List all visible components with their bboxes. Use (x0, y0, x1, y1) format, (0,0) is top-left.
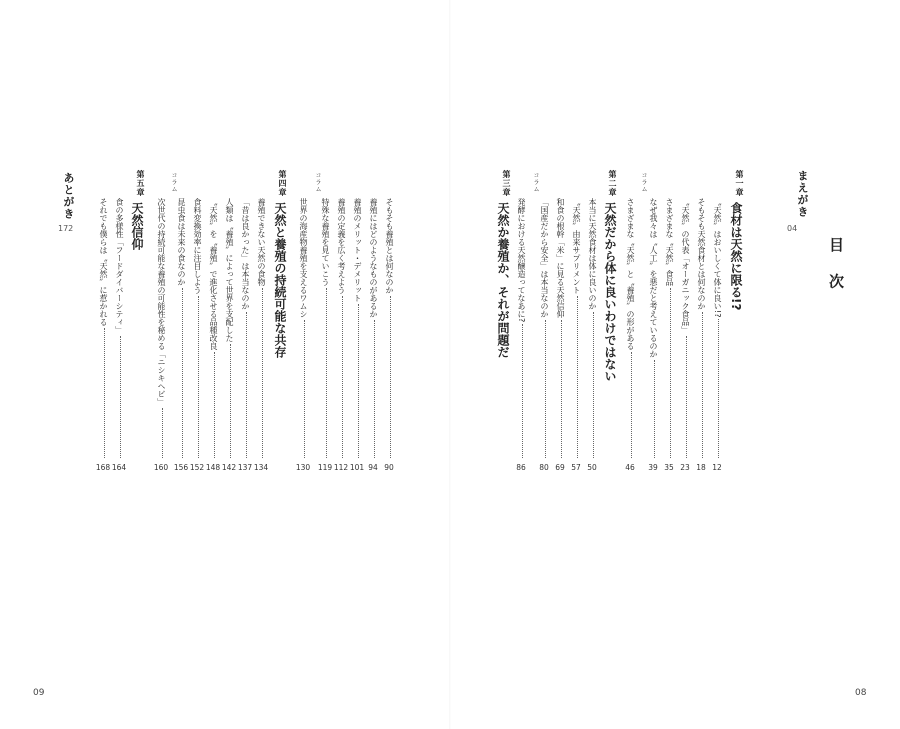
toc-entry[interactable] (176, 198, 187, 460)
toc-entry-page: 23 (680, 463, 690, 472)
leader-dots (686, 336, 687, 458)
toc-entry[interactable] (680, 198, 691, 460)
right-page-number: 08 (855, 688, 867, 698)
page-gutter (449, 0, 451, 729)
toc-entry[interactable] (352, 198, 363, 460)
toc-entry-page: 90 (384, 463, 394, 472)
leader-dots (182, 288, 183, 458)
column-label: コラム (532, 172, 539, 193)
toc-entry-text: 〝天然〟はおいしくて体に良い!? (713, 198, 722, 318)
toc-entry-text: 〝天然〟を〝養殖〟で進化させる品種改良 (209, 198, 218, 350)
leader-dots (631, 352, 632, 458)
toc-entry-text: 〝天然〟由来サプリメント (572, 198, 581, 294)
toc-entry-page: 160 (153, 463, 169, 472)
toc-entry-text: 発酵における天然醸造ってなあに? (517, 198, 526, 323)
leader-dots (162, 408, 163, 458)
toc-entry[interactable] (587, 198, 598, 460)
leader-dots (522, 324, 523, 458)
toc-entry[interactable] (114, 198, 125, 460)
column-label: コラム (314, 172, 321, 193)
chapter-3-title[interactable]: 天然か養殖か、それが問題だ (496, 202, 510, 358)
chapter-4-title[interactable]: 天然と養殖の持続可能な共存 (273, 202, 287, 358)
leader-dots (702, 312, 703, 458)
toc-entry-page: 39 (648, 463, 658, 472)
column-label: コラム (170, 172, 177, 193)
toc-entry[interactable] (336, 198, 347, 460)
toc-entry[interactable] (555, 198, 566, 460)
leader-dots (198, 296, 199, 458)
toc-entry-page: 130 (295, 463, 311, 472)
toc-entry-page: 18 (696, 463, 706, 472)
chapter-3-label: 第三章 (502, 170, 511, 197)
leader-dots (104, 328, 105, 458)
toc-entry-text: 昆虫食は未来の食なのか (177, 198, 186, 286)
leader-dots (545, 320, 546, 458)
toc-entry-page: 148 (205, 463, 221, 472)
toc-entry[interactable] (208, 198, 219, 460)
toc-entry-text: 和食の根幹「米」に見る天然信仰 (556, 198, 565, 318)
toc-entry-text: 「国産だから安全」は本当なのか (540, 198, 549, 318)
leader-dots (390, 296, 391, 458)
leader-dots (670, 288, 671, 458)
toc-entry-text: そもそも養殖とは何なのか (385, 198, 394, 294)
toc-entry-text: 世界の海産物養殖を支えるワムシ (299, 198, 308, 318)
leader-dots (120, 336, 121, 458)
toc-entry[interactable] (712, 198, 723, 460)
toc-entry-page: 137 (237, 463, 253, 472)
toc-entry-text: 養殖の定義を広く考えよう (337, 198, 346, 294)
toc-entry[interactable] (648, 198, 659, 460)
toc-entry-page: 156 (173, 463, 189, 472)
toc-entry-page: 134 (253, 463, 269, 472)
toc-entry[interactable] (98, 198, 109, 460)
toc-entry-text: さまざまな〝天然〟食品 (665, 198, 674, 286)
toc-entry-page: 46 (625, 463, 635, 472)
toc-entry-text: そもそも天然食材とは何なのか (697, 198, 706, 310)
leader-dots (304, 320, 305, 458)
column-label: コラム (640, 172, 647, 193)
toc-entry[interactable] (240, 198, 251, 460)
chapter-5-title[interactable]: 天然信仰 (130, 202, 144, 250)
toc-entry-text: 「昔は良かった」は本当なのか (241, 198, 250, 310)
leader-dots (654, 360, 655, 458)
leader-dots (577, 296, 578, 458)
leader-dots (358, 304, 359, 458)
toc-entry-text: さまざまな〝天然〟と〝養殖〟の形がある (626, 198, 635, 350)
leader-dots (561, 320, 562, 458)
toc-entry-page: 12 (712, 463, 722, 472)
chapter-2-label: 第二章 (608, 170, 617, 197)
toc-entry-page: 50 (587, 463, 597, 472)
toc-entry-text: それでも僕らは〝天然〟に惹かれる (99, 198, 108, 326)
toc-title: 目 次 (827, 237, 845, 297)
toc-entry-page: 101 (349, 463, 365, 472)
chapter-2-title[interactable]: 天然だから体に良いわけではない (603, 202, 617, 382)
toc-entry-page: 94 (368, 463, 378, 472)
preface-page: 04 (787, 224, 798, 233)
chapter-1-label: 第一章 (735, 170, 744, 197)
column-entry[interactable] (156, 198, 167, 460)
toc-entry[interactable] (384, 198, 395, 460)
toc-entry-text: 特殊な養殖を見ていこう (321, 198, 330, 286)
toc-entry[interactable] (696, 198, 707, 460)
toc-entry-page: 119 (317, 463, 333, 472)
toc-entry[interactable] (539, 198, 550, 460)
leader-dots (230, 344, 231, 458)
afterword-label: あとがき (62, 172, 75, 220)
toc-entry-text: 養殖のメリット・デメリット (353, 198, 362, 302)
leader-dots (718, 319, 719, 458)
toc-entry[interactable] (664, 198, 675, 460)
toc-entry-text: 養殖できない天然の食物 (257, 198, 266, 286)
toc-entry-text: 人類は〝養殖〟によって世界を支配した (225, 198, 234, 342)
toc-entry-page: 35 (664, 463, 674, 472)
chapter-1-title[interactable]: 食材は天然に限る!? (729, 202, 743, 311)
toc-entry-text: 食料変換効率に注目しよう (193, 198, 202, 294)
toc-entry-text: 本当に天然食材は体に良いのか (588, 198, 597, 310)
chapter-5-label: 第五章 (136, 170, 145, 197)
toc-entry-page: 164 (111, 463, 127, 472)
toc-entry-text: 〝天然〟の代表「オーガニック食品」 (681, 198, 690, 334)
leader-dots (214, 352, 215, 458)
toc-entry-text: 食の多様性「フードダイバーシティ」 (115, 198, 124, 334)
leader-dots (262, 288, 263, 458)
toc-entry-page: 69 (555, 463, 565, 472)
toc-entry[interactable] (320, 198, 331, 460)
column-entry[interactable] (298, 198, 309, 460)
toc-entry-text: なぜ我々は〝人工〟を悪だと考えているのか (649, 198, 658, 358)
toc-entry[interactable] (192, 198, 203, 460)
toc-entry-page: 86 (516, 463, 526, 472)
toc-entry[interactable] (368, 198, 379, 460)
toc-entry-page: 112 (333, 463, 349, 472)
toc-entry-page: 80 (539, 463, 549, 472)
toc-entry[interactable] (224, 198, 235, 460)
toc-entry[interactable] (256, 198, 267, 460)
afterword-page: 172 (58, 224, 74, 233)
toc-entry-text: 養殖にはどのようなものがあるか (369, 198, 378, 318)
toc-entry-text: 次世代の持続可能な養殖の可能性を秘める「ニシキヘビ」 (157, 198, 166, 406)
toc-entry-page: 152 (189, 463, 205, 472)
toc-entry-page: 168 (95, 463, 111, 472)
toc-entry[interactable] (571, 198, 582, 460)
column-entry[interactable] (516, 198, 527, 460)
toc-entry-page: 142 (221, 463, 237, 472)
leader-dots (326, 288, 327, 458)
leader-dots (374, 320, 375, 458)
leader-dots (593, 312, 594, 458)
left-page-number: 09 (33, 688, 45, 698)
leader-dots (342, 296, 343, 458)
leader-dots (246, 312, 247, 458)
preface-label: まえがき (796, 170, 809, 218)
chapter-4-label: 第四章 (278, 170, 287, 197)
toc-entry-page: 57 (571, 463, 581, 472)
column-entry[interactable] (625, 198, 636, 460)
